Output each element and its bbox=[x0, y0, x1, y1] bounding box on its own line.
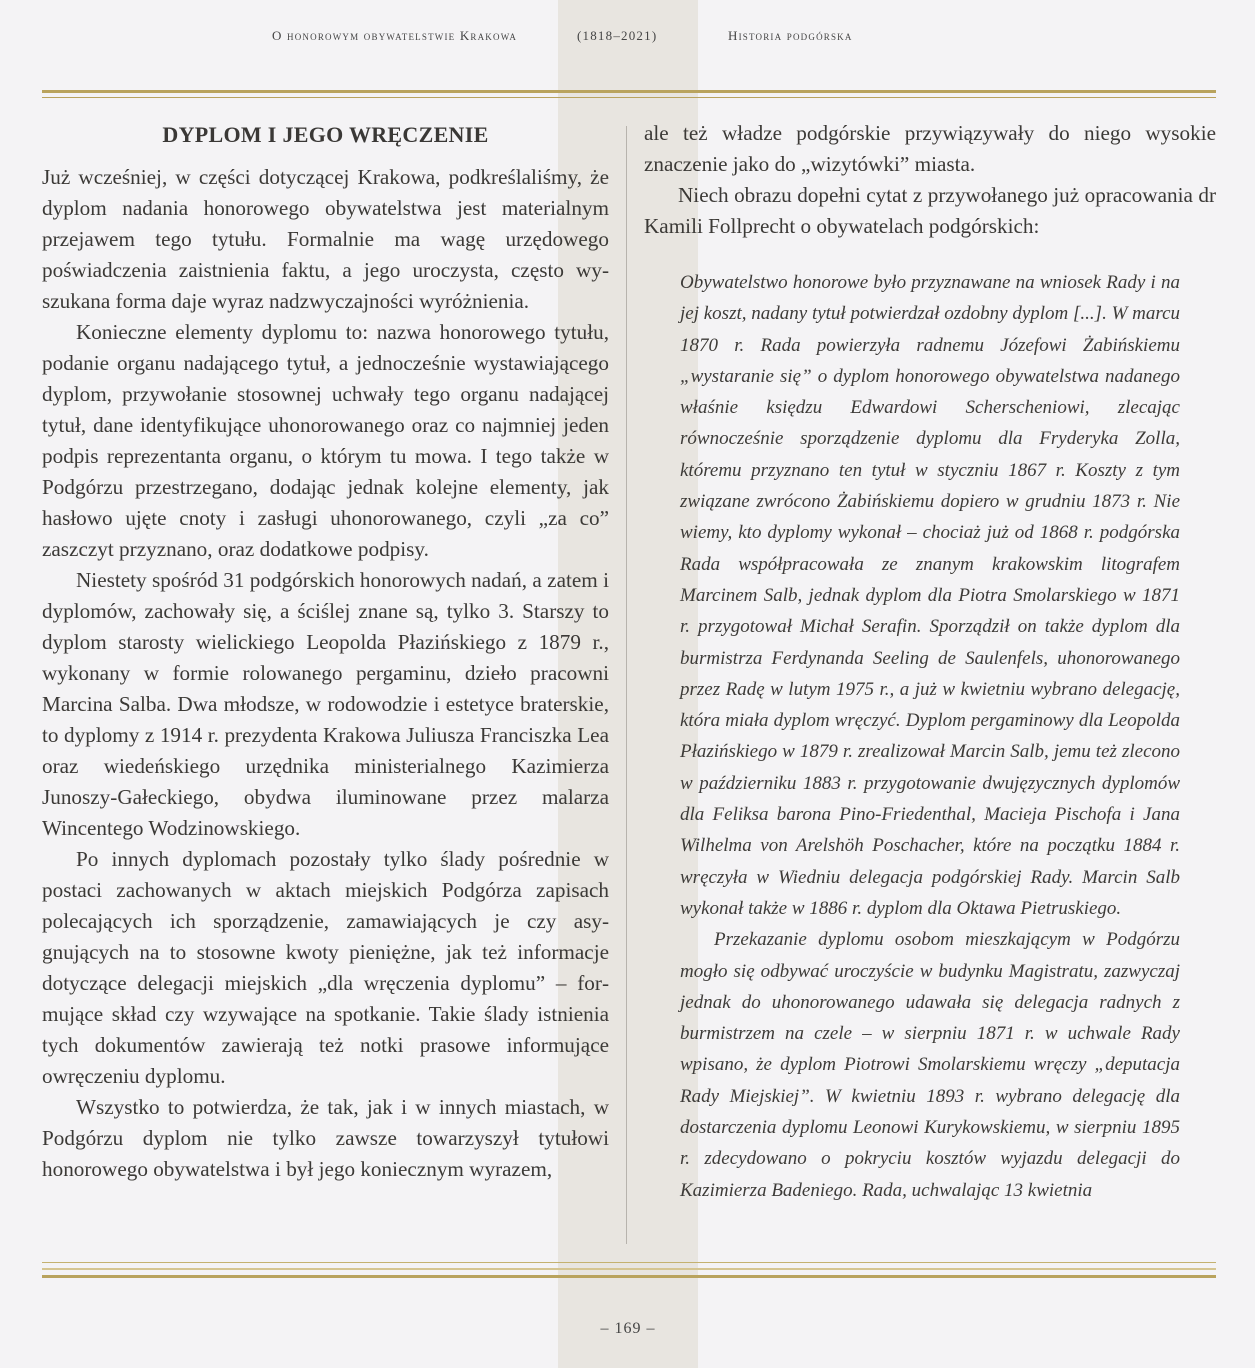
left-column bbox=[42, 118, 609, 1185]
header-book-title: O honorowym obywatelstwie Krakowa bbox=[272, 28, 518, 43]
right-column bbox=[644, 118, 1216, 1206]
quote-paragraph: Przekazanie dyplomu osobom mieszkającym w Podgórzu mogło się odbywać uroczyście w budynku Magistratu, zazwyczaj jednak do uhonorowanego udawała się delegacja radnych z burmistrzem na czele – w sierpniu 1871 r. w uchwale Rady wpisano, że dyplom Piotrowi Smolarskiemu wręczy „deputacja Rady Miejskiej”. W kwietniu 1893 r. wybrano delegację dla dostarczenia dyplomu Leonowi Kurykowskiemu, w sierpniu 1895 r. zdecydowano o pokryciu kosztów wyjazdu delegacji do Kazimierza Badeniego. Rada, uchwalając 13 kwietnia bbox=[680, 929, 1180, 1201]
paragraph: Wszystko to potwierdza, że tak, jak i w innych miastach, w Podgórzu dyplom nie tylko zawsze towarzyszył tytułowi honorowego obywatelstwa i był jego koniecznym wyrazem, bbox=[42, 1095, 609, 1181]
header-years: (1818–2021) bbox=[577, 28, 658, 43]
column-divider bbox=[626, 126, 627, 1244]
quote-paragraph: Obywatelstwo honorowe było przyznawane na wniosek Rady i na jej koszt, nadany tytuł potwierdzał ozdobny dyplom [...]. W marcu 1870 r. Rada powierzyła radnemu Józefowi Żabińskiemu „wystaranie się” o dyplom honorowego obywatelstwa nadanego właśnie księdzu Edwardowi Scherscheniowi, zlecając równocześnie sporządzenie dyplomu dla Fryderyka Zolla, któremu przyznano ten tytuł w styczniu 1867 r. Koszty z tym związane zwrócono Żabińskiemu dopiero w grudniu 1873 r. Nie wiemy, kto dyplomy wykonał – chociaż już od 1868 r. podgórska Rada współpracowała ze znanym krakowskim litografem Marcinem Salb, jednak dyplom dla Piotra Smolarskiego w 1871 r. przygotował Michał Serafin. Sporządził on także dyplom dla burmistrza Ferdynanda Seeling de Saulenfels, uhonorowanego przez Radę w lutym 1975 r., a już w kwietniu wybrano delegację, która miała dyplom wręczyć. Dyplom pergaminowy dla Leopolda Płazińskiego w 1879 r. zrealizował Marcin Salb, jemu też zlecono w październiku 1883 r. przygotowanie dwujęzycznych dyplomów dla Feliksa barona Pino-Friedenthal, Macieja Pischofa i Jana Wilhelma von Arelshöh Poschacher, które na początku 1884 r. wręczyła w Wiedniu delegacja podgórskiej Rady. Marcin Salb wykonał także w 1886 r. dyplom dla Oktawa Pietruskiego. bbox=[680, 272, 1180, 919]
paragraph: Konieczne elementy dyplomu to: nazwa honorowego tytułu, podanie organu nadającego tytuł, a jednocześnie wystawiającego dyplom, przywołanie stosownej uchwały tego organu nadającej tytuł, dane identyfikujące uhonorowanego oraz co najmniej jeden podpis reprezentanta organu, o którym tu mowa. I tego także w Podgórzu przestrzegano, dodając jednak kolejne elementy, jak hasłowo ujęte cnoty i zasługi uhonorowanego, czyli „za co” zaszczyt przyznano, oraz dodatkowe podpisy. bbox=[42, 320, 609, 561]
running-header bbox=[0, 28, 1255, 50]
paragraph: Niech obrazu dopełni cytat z przywołanego już opracowania dr Kamili Follprecht o obywatelach podgórskich: bbox=[644, 183, 1216, 238]
paragraph: Już wcześniej, w części dotyczącej Krakowa, podkreślaliśmy, że dyplom nadania honorowego obywatelstwa jest materialnym przejawem tego tytułu. Formalnie ma wagę urzędowego poświadczenia zaistnienia faktu, a jego uroczysta, często wyszukana forma daje wyraz nadzwyczajności wyróżnienia. bbox=[42, 165, 609, 313]
section-title: DYPLOM I JEGO WRĘCZENIE bbox=[162, 122, 489, 147]
bottom-ornamental-rule bbox=[42, 1262, 1216, 1278]
paragraph: Po innych dyplomach pozostały tylko ślady pośrednie w postaci zachowanych w aktach miejskich Podgórza zapisach polecających ich sporządzenie, zamawiających je czy asygnujących na to stosowne kwoty pieniężne, jak też informacje dotyczące delegacji miejskich „dla wręczenia dyplomu” – formujące skład czy wzywające na spotkanie. Takie ślady istnienia tych dokumentów zawierają też notki prasowe informujące owręczeniu dyplomu. bbox=[42, 847, 609, 1088]
top-ornamental-rule bbox=[42, 90, 1216, 98]
page-number: – 169 – bbox=[600, 1320, 656, 1337]
paragraph: Niestety spośród 31 podgórskich honorowych nadań, a zatem i dyplomów, zachowały się, a ściślej znane są, tylko 3. Starszy to dyplom starosty wielickiego Leopolda Płazińskiego z 1879 r., wykonany w formie rolowanego pergaminu, dzieło pracowni Marcina Salba. Dwa młodsze, w rodowodzie i estetyce braterskie, to dyplomy z 1914 r. prezydenta Krakowa Juliusza Franciszka Lea oraz wiedeńskiego urzędnika ministerialnego Kazimierza Junoszy-Gałeckiego, obydwa iluminowane przez malarza Wincentego Wodzinowskiego. bbox=[42, 568, 609, 840]
header-section: Historia podgórska bbox=[728, 28, 853, 43]
paragraph: ale też władze podgórskie przywiązywały do niego wysokie znaczenie jako do „wizytówki” miasta. bbox=[644, 121, 1216, 176]
block-quote bbox=[644, 267, 1216, 1206]
